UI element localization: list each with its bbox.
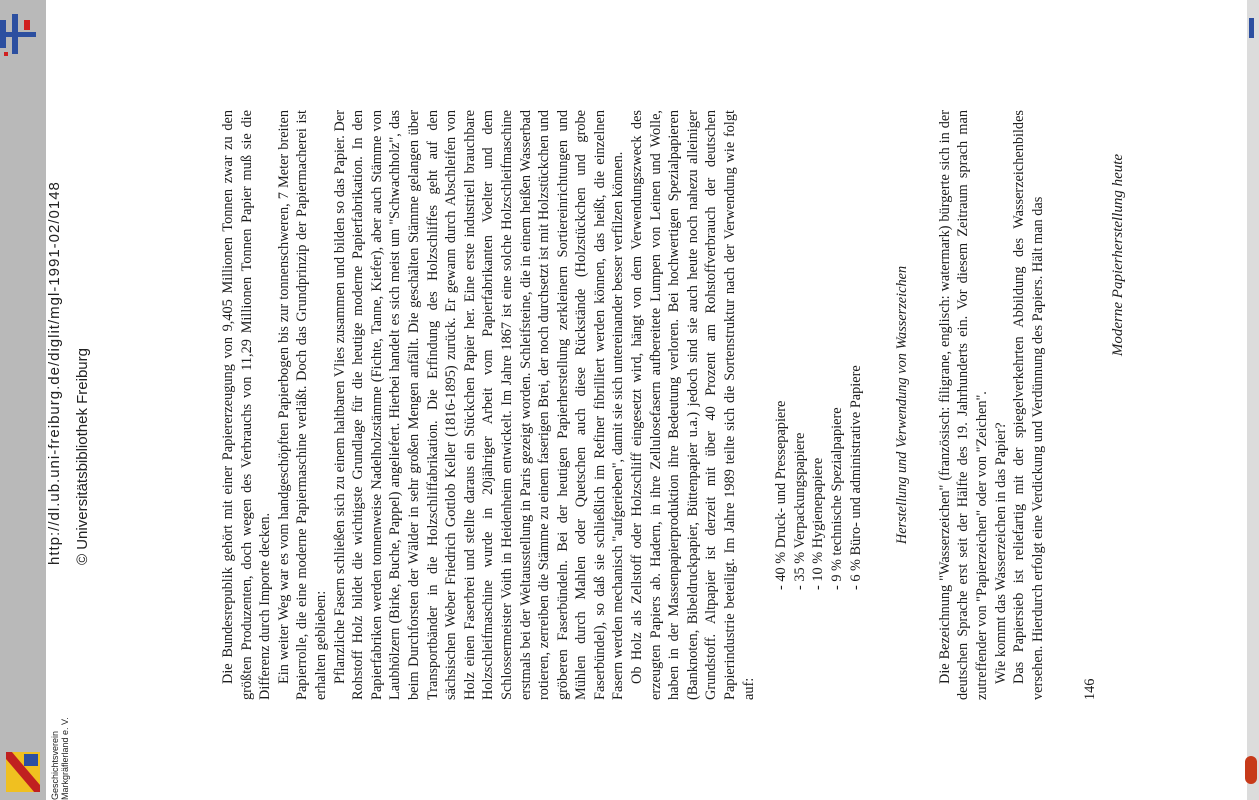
section-subheading: Herstellung und Verwendung von Wasserzeichen (894, 265, 911, 545)
paragraph: Ein weiter Weg war es vom handgeschöpften Papierbogen bis zur tonnenschweren, 7 Meter breiten Papierrolle, die eine moderne Papiermaschine verläßt. Doch das Grundprinzip der Papiermacherei ist erhalten geblieben: (275, 110, 329, 700)
paragraph: Wie kommt das Wasserzeichen in das Papier? (992, 422, 1009, 684)
list-item: - 9 % technische Spezialpapiere (829, 407, 845, 590)
list-item: - 40 % Druck- und Pressepapiere (773, 400, 790, 590)
paragraph: Ob Holz als Zellstoff oder Holzschliff eingesetzt wird, hängt von dem Verwendungszweck des erzeugten Papiers ab. Hadern, in ihre Zellulosefasern aufbereitete Lumpen von Leinen und Wolle, haben in der Massenpapierproduktion ihre Bedeutung verloren. Bei hochwertigen Spezialpapieren (Banknoten, Bibeldruckpapier, Büttenpapier u.a.) jedoch sind sie auch heute noch nahezu alleiniger Grundstoff. Altpapier ist derzeit mit über 40 Prozent am Rohstoffverbrauch der deutschen Papierindustrie beteiligt. Im Jahre 1989 teilte sich die Sortenstruktur nach der Verwendung wie folgt auf: (629, 110, 757, 700)
ub-logo-icon (0, 10, 42, 58)
paragraph: Pflanzliche Fasern schließen sich zu einem haltbaren Vlies zusammen und bilden so das Papier. Der Rohstoff Holz bildet die wichtigste Grundlage für die heutige moderne Papierfabrikation. In den Papierfabriken werden tonnenweise Nadelholzstämme (Fichte, Tanne, Kiefer), aber auch Stämme von Laubhölzern (Birke, Buche, Pappel) angeliefert. Hierbei handelt es sich meist um "Schwachholz", das beim Durchforsten der Wälder in sehr großen Mengen anfällt. Die geschälten Stämme gelangen über Transportbänder in die Holzschliffabrikation. Die Erfindung des Holzschliffes geht auf den sächsischen Weber Friedrich Gottlob Keller (1816-1895) zurück. Er gewann durch Abschleifen von Holz einen Faserbrei und stellte daraus ein Stückchen Papier her. Eine erste industriell brauchbare Holzschleifmaschine wurde in 20jähriger Arbeit vom Papierfabrikanten Voelter und dem Schlossermeister Voith in Heidenheim entwickelt. Im Jahre 1867 ist eine solche Holzschleifmaschine erstmals bei der Weltausstellung in Paris gezeigt worden. Schleifsteine, die in einem heißen Wasserbad rotieren, zerreiben die Stämme zu einem faserigen Brei, der noch durchsetzt ist mit Holzstückchen und gröberen Faserbündeln. Bei der heutigen Papierherstellung zerkleinern Sortiereinrichtungen und Mühlen durch Mahlen oder Quetschen auch diese Rückstände (Holzstückchen und grobe Faserbündel), so daß sie schließlich im Refiner fibrilliert werden können, das heißt, die einzelnen Fasern werden mechanisch "aufgerieben", damit sie sich untereinander besser verfilzen können. (331, 110, 627, 700)
page-number: 146 (1082, 678, 1099, 700)
list-item: - 10 % Hygienepapiere (810, 457, 827, 590)
running-title: Moderne Papierherstellung heute (1110, 153, 1126, 357)
book-page (60, 0, 1200, 800)
paragraph: Die Bezeichnung "Wasserzeichen" (französisch: filigrane, englisch: watermark) bürgerte sich in der deutschen Sprache erst seit der Hälfte des 19. Jahrhunderts ein. Vor diesem Zeitraum sprach man zutreffender von "Papierzeichen" oder von "Zeichen". (936, 110, 990, 700)
usage-list (772, 290, 865, 590)
footer-library: © Universitätsbibliothek Freiburg (74, 348, 91, 565)
footer-association: Geschichtsverein Markgräflerland e. V. (50, 717, 70, 800)
viewer-right-edge (1247, 0, 1259, 800)
edge-logo-icon (1249, 18, 1254, 38)
paragraph: Die Bundesrepublik gehört mit einer Papiererzeugung von 9,405 Millionen Tonnen zwar zu den größten Produzenten, doch wegen des Verbrauchs von 11,29 Millionen Tonnen Papier muß sie die Differenz durch Importe decken. (220, 110, 274, 700)
edge-emblem-icon (1245, 756, 1257, 784)
paragraph: Das Papiersieb ist reliefartig mit der spiegelverkehrten Abbildung des Wasserzeichenbildes versehen. Hierdurch erfolgt eine Verdickung und Verdünnung des Papiers. Hält man das (1011, 110, 1046, 700)
footer-url[interactable]: http://dl.ub.uni-freiburg.de/diglit/mgl-1991-02/0148 (46, 181, 63, 565)
list-item: - 6 % Büro- und administrative Papiere (847, 365, 864, 590)
viewer-sidebar (0, 0, 46, 800)
list-item: - 35 % Verpackungspapiere (791, 432, 808, 590)
coat-of-arms-icon (6, 752, 40, 792)
